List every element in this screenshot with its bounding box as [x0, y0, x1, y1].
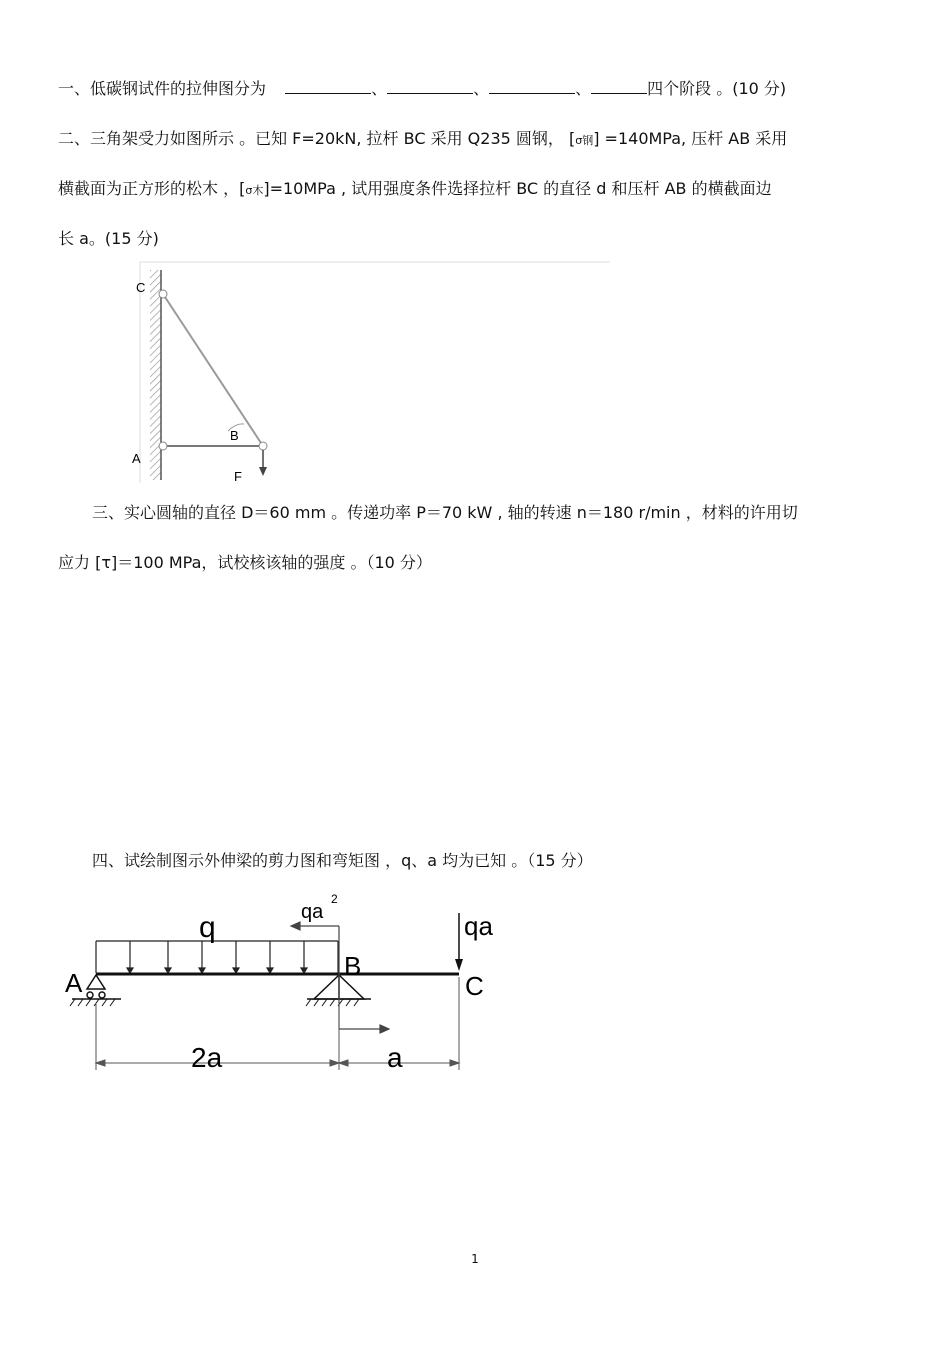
dimension-2a: 2a [191, 1042, 223, 1073]
page-number: 1 [471, 1252, 479, 1266]
distributed-load-q [96, 941, 338, 973]
label-qa2: qa [301, 901, 324, 923]
question-1 [58, 76, 786, 99]
question-2-line-1 [58, 126, 787, 149]
label-q: q [199, 911, 216, 944]
pin-a [159, 442, 167, 450]
separator: 、 [575, 79, 592, 98]
pin-c [159, 290, 167, 298]
answer-blank-1[interactable] [285, 79, 371, 94]
question-3-line-2 [58, 550, 432, 573]
question-4-text: 四、试绘制图示外伸梁的剪力图和弯矩图 ，q、a 均为已知 。（15 分） [92, 851, 593, 870]
rod-bc [163, 294, 263, 446]
question-4 [92, 848, 593, 871]
question-2-line-2 [58, 176, 772, 199]
question-3-text: 应力 [τ]＝100 MPa，试校核该轴的强度 。（10 分） [58, 553, 432, 572]
moment-qa2-arrow [291, 922, 389, 1033]
pin-b [259, 442, 267, 450]
answer-blank-4[interactable] [591, 79, 647, 94]
separator: 、 [371, 79, 388, 98]
sigma-wood: σ木 [245, 184, 264, 197]
label-exponent: 2 [331, 892, 338, 906]
question-2-text: 二、三角架受力如图所示 。已知 F=20kN, 拉杆 BC 采用 Q235 圆钢， [ [58, 129, 576, 148]
question-1-text: 一、低碳钢试件的拉伸图分为 [58, 79, 267, 98]
question-2-text-end: ] =140MPa, 压杆 AB 采用 [593, 129, 788, 148]
label-a: A [132, 451, 141, 466]
label-b: B [344, 951, 362, 981]
answer-blank-3[interactable] [489, 79, 575, 94]
label-c: C [136, 280, 146, 295]
answer-blank-2[interactable] [387, 79, 473, 94]
question-1-tail: 四个阶段 。(10 分) [647, 79, 787, 98]
beam-figure [55, 885, 515, 1080]
question-2-line-3 [58, 226, 159, 249]
label-c: C [465, 971, 484, 1001]
truss-figure [120, 258, 620, 488]
separator: 、 [473, 79, 490, 98]
question-2-text-end: ]=10MPa , 试用强度条件选择拉杆 BC 的直径 d 和压杆 AB 的横截面边 [263, 179, 772, 198]
sigma-steel: σ钢 [575, 134, 594, 147]
question-3-line-1 [92, 500, 798, 523]
question-2-text: 长 a。(15 分) [58, 229, 159, 248]
dimension-lines [96, 977, 459, 1070]
label-a: A [65, 968, 83, 998]
label-b: B [230, 428, 239, 443]
question-3-text: 三、实心圆轴的直径 D＝60 mm 。传递功率 P＝70 kW , 轴的转速 n＝180 r/min ，材料的许用切 [92, 503, 798, 522]
label-f: F [234, 469, 242, 484]
dimension-a: a [387, 1042, 403, 1073]
label-qa: qa [464, 911, 493, 941]
question-2-text: 横截面为正方形的松木 ，[ [58, 179, 246, 198]
force-f-arrowhead [259, 467, 267, 476]
point-load-qa-arrowhead [455, 959, 463, 971]
